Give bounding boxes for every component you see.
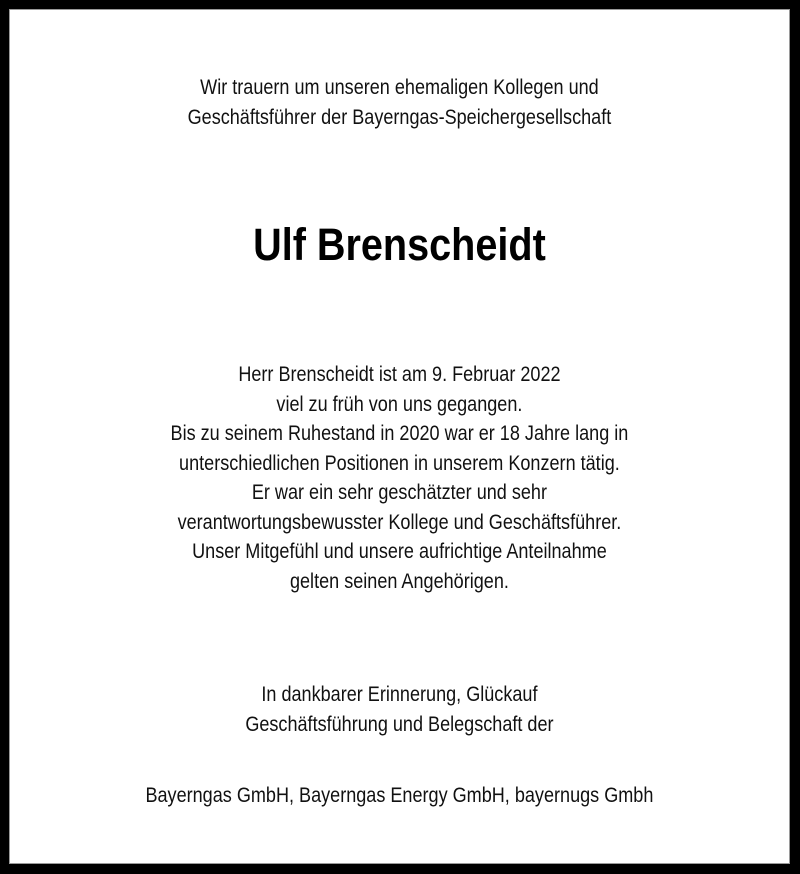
body-line: viel zu früh von uns gegangen. (276, 392, 523, 416)
closing-line: Geschäftsführung und Belegschaft der (245, 712, 554, 736)
company-signature: Bayerngas GmbH, Bayerngas Energy GmbH, bayernugs Gmbh (145, 784, 654, 807)
body-line: Bis zu seinem Ruhestand in 2020 war er 18 Jahre lang in (170, 422, 629, 445)
closing-text (64, 680, 736, 739)
body-line: verantwortungsbewusster Kollege und Geschäftsführer. (177, 510, 622, 534)
deceased-name: Ulf Brenscheidt (253, 219, 546, 270)
body-line: Herr Brenscheidt ist am 9. Februar 2022 (238, 363, 561, 386)
intro-text (64, 73, 736, 132)
intro-line: Wir trauern um unseren ehemaligen Kollegen und (200, 76, 599, 99)
intro-line: Geschäftsführer der Bayerngas-Speichergesellschaft (187, 105, 612, 129)
body-text (64, 360, 736, 596)
body-line: gelten seinen Angehörigen. (289, 569, 509, 593)
body-line: Unser Mitgefühl und unsere aufrichtige Anteilnahme (192, 540, 607, 563)
body-line: Er war ein sehr geschätzter und sehr (251, 481, 547, 504)
closing-line: In dankbarer Erinnerung, Glückauf (261, 683, 538, 706)
obituary-notice (9, 9, 790, 864)
body-line: unterschiedlichen Positionen in unserem Konzern tätig. (179, 451, 620, 475)
